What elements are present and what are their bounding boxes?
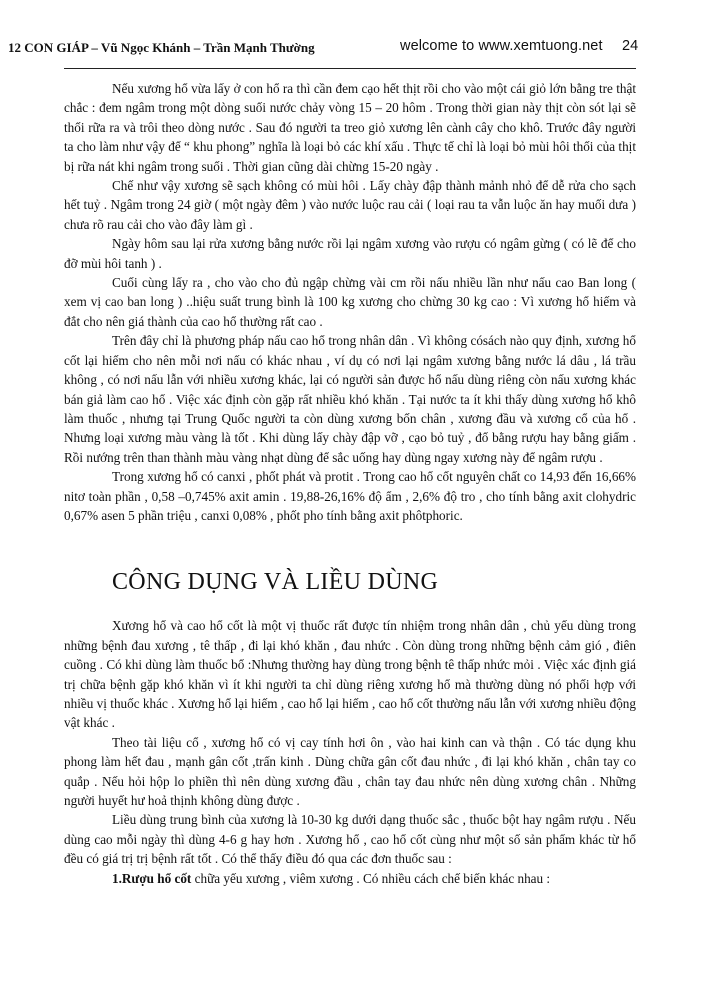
paragraph: Xương hổ và cao hổ cốt là một vị thuốc rất được tín nhiệm trong nhân dân , chủ yếu dùng trong những bệnh đau xương , tê thấp , đi lại khó khăn , đau nhức . Còn dùng trong những bệnh cảm gió , điên cuồng . Có khi dùng làm thuốc bổ :Nhưng thường hay dùng trong bệnh tê thấp nhức mỏi . Việc xác định giá trị chữa bệnh gặp khó khăn vì ít khi người ta chỉ dùng riêng xương hổ mà thường dùng nó phối hợp với nhiều vị thuốc khác . Xương hổ lại hiếm , cao hổ lại hiếm , cao hổ cốt thường nấu lẫn với xương nhiều động vật khác .: [64, 618, 636, 731]
page-header: [8, 38, 638, 60]
body-text: [64, 79, 636, 888]
header-rule: [64, 68, 636, 69]
paragraph: Trong xương hổ có canxi , phốt phát và protit . Trong cao hổ cốt nguyên chất co 14,93 đến 16,66% nitơ toàn phần , 0,58 –0,745% axit amin . 19,88-26,16% độ ẩm , 2,6% độ tro , cho tính bằng axit clohydric 0,67% asen 5 phần triệu , canxi 0,08% , phốt pho tính bằng axit phôtphoric.: [64, 469, 636, 523]
numbered-item: [64, 869, 636, 888]
paragraph: Nếu xương hổ vừa lấy ở con hổ ra thì cần đem cạo hết thịt rồi cho vào một cái giỏ lớn bằng tre thật chắc : đem ngâm trong một dòng suối nước chảy vòng 15 – 20 hôm . Trong thời gian này thịt còn sót lại sẽ thối rữa ra và trôi theo dòng nước . Sau đó người ta treo giỏ xương lên cành cây cho khô. Trước đây người ta cho làm như vậy để “ khu phong” nghĩa là loại bỏ các khí xấu . Thực tế chỉ là loại bỏ mùi hôi thối của thịt bị rữa nát khi ngâm trong suối . Thời gian cũng dài chừng 15-20 ngày .: [64, 81, 636, 174]
paragraph: Ngày hôm sau lại rửa xương bằng nước rồi lại ngâm xương vào rượu có ngâm gừng ( có lẽ để cho đỡ mùi hôi tanh ) .: [64, 236, 636, 271]
page-number: 24: [622, 38, 639, 54]
paragraph: Cuối cùng lấy ra , cho vào cho đủ ngập chừng vài cm rồi nấu nhiều lần như nấu cao Ban long ( xem vị cao ban long ) ..hiệu suất trung bình là 100 kg xương cho chừng 30 kg cao : Vì xương hổ hiếm và đắt cho nên giá thành của cao hổ thường rất cao .: [64, 275, 636, 329]
section-heading: CÔNG DỤNG VÀ LIỀU DÙNG: [112, 569, 439, 596]
item-text: chữa yếu xương , viêm xương . Có nhiều cách chế biến khác nhau :: [191, 870, 551, 886]
paragraph: Theo tài liệu cổ , xương hổ có vị cay tính hơi ôn , vào hai kinh can và thận . Có tác dụng khu phong làm hết đau , mạnh gân cốt ,trấn kinh . Dùng chữa gân cốt đau nhức , đi lại khó khăn , chân tay co quắp . Nếu hỏi hộp lo phiền thì nên dùng xương đầu , chân tay đau nhức nên dùng xương chân . Những người huyết hư hoả thịnh không dùng được .: [64, 734, 636, 808]
header-title: 12 CON GIÁP – Vũ Ngọc Khánh – Trần Mạnh Thường: [8, 40, 315, 55]
header-website[interactable]: welcome to www.xemtuong.net: [400, 38, 603, 54]
paragraph: Trên đây chỉ là phương pháp nấu cao hổ trong nhân dân . Vì không cósách nào quy định, xương hổ cốt lại hiếm cho nên mỗi nơi nấu có khác nhau , ví dụ có nơi lại ngâm xương bằng nước lá dâu , lá trầu không , có nơi nấu lẫn với nhiều xương khác, lại có người sản được hổ nấu dùng riêng còn nấu xương khác bán giả làm cao hổ . Việc xác định còn gặp rất nhiều khó khăn . Tại nước ta ít khi thấy dùng xương hổ khô làm thuốc , nhưng tại Trung Quốc người ta còn dùng xương bốn chân , xương đầu và xương cổ của hổ . Nhưng loại xương màu vàng là tốt . Khi dùng lấy chày đập vỡ , cạo bỏ tuỷ , đổ bằng rượu hay bằng giấm . Rồi nướng trên than thành màu vàng nhạt dùng để sắc uống hay dùng ngay xương này để ngâm rượu .: [64, 333, 636, 465]
paragraph: Chế như vậy xương sẽ sạch không có mùi hôi . Lấy chày đập thành mảnh nhỏ để dễ rửa cho sạch hết tuỷ . Ngâm trong 24 giờ ( một ngày đêm ) vào nước luộc rau cải ( loại rau ta vẫn luộc ăn hay muối dưa ) chưa rõ rau cải cho vào đây làm gì .: [64, 178, 636, 232]
paragraph: Liều dùng trung bình của xương là 10-30 kg dưới dạng thuốc sắc , thuốc bột hay ngâm rượu . Nếu dùng cao mỗi ngày thì dùng 4-6 g hay hơn . Xương hổ , cao hổ cốt cùng như một số sản phẩm khác từ hổ đều có giá trị trị bệnh rất tốt . Có thể thấy điều đó qua các đơn thuốc sau :: [64, 812, 636, 867]
item-lead: 1.Rượu hổ cốt: [112, 870, 192, 886]
